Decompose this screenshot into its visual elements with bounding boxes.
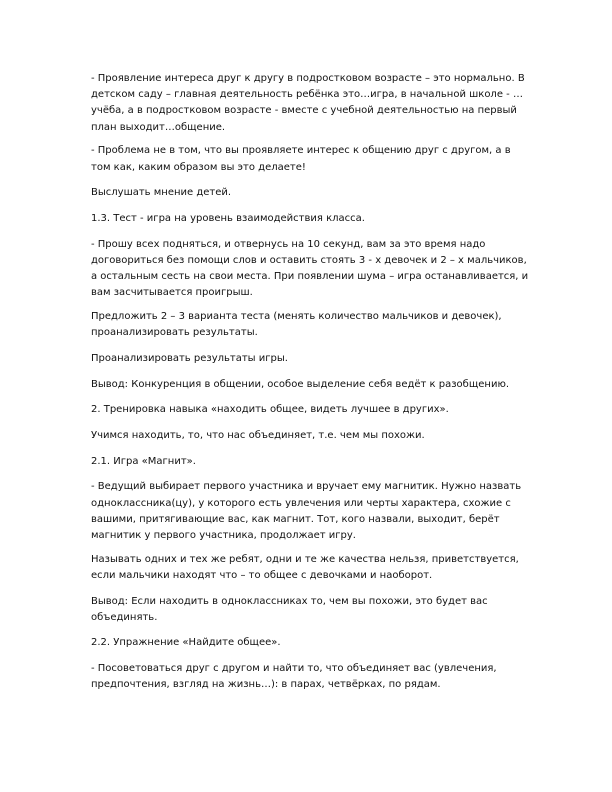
paragraph-conclusion-unite: Вывод: Если находить в одноклассниках то, чем вы похожи, это будет вас объединять. (91, 595, 488, 623)
section-heading-2: 2. Тренировка навыка «находить общее, видеть лучшее в других». (91, 404, 449, 416)
paragraph-interest-adolescence: - Проявление интереса друг к другу в подростковом возрасте – это нормально. В детском саду – главная деятельность ребёнка это…игра, в начальной школе - …учёба, а в подростковом возрасте - вместе с учебной деятельностью на первый план выходит…общение. (91, 73, 525, 133)
section-heading-2-1: 2.1. Игра «Магнит». (91, 455, 196, 467)
paragraph-problem: - Проблема не в том, что вы проявляете интерес к общению друг с другом, а в том как, каким образом вы это делаете! (91, 145, 511, 173)
paragraph-exercise-instructions: - Посоветоваться друг с другом и найти то, что объединяет вас (увлечения, предпочтения, взгляд на жизнь…): в парах, четвёрках, по рядам. (91, 663, 497, 691)
paragraph-find-common: Учимся находить, то, что нас объединяет, т.е. чем мы похожи. (91, 429, 425, 441)
paragraph-test-instructions: - Прошу всех подняться, и отвернусь на 10 секунд, вам за это время надо договориться без помощи слов и оставить стоять 3 - х девочек и 2 – х мальчиков, а остальным сесть на свои места. При появлении шума – игра останавливается, и вам засчитывается проигрыш. (91, 238, 529, 299)
section-heading-2-2: 2.2. Упражнение «Найдите общее». (91, 637, 281, 649)
paragraph-magnet-game: - Ведущий выбирает первого участника и вручает ему магнитик. Нужно назвать одноклассника(цу), у которого есть увлечения или черты характера, схожие с вашими, притягивающие вас, как магнит. Тот, кого назвали, выходит, берёт магнитик у первого участника, продолжает игру. (91, 481, 522, 541)
paragraph-analyze-results: Проанализировать результаты игры. (91, 352, 288, 364)
paragraph-magnet-rules: Называть одних и тех же ребят, одни и те же качества нельзя, приветствуется, если мальчики находят что – то общее с девочками и наоборот. (91, 553, 519, 581)
paragraph-test-variants: Предложить 2 – 3 варианта теста (менять количество мальчиков и девочек), проанализировать результаты. (91, 310, 502, 339)
paragraph-conclusion-competition: Вывод: Конкуренция в общении, особое выделение себя ведёт к разобщению. (91, 378, 510, 390)
paragraph-listen-children: Выслушать мнение детей. (91, 187, 232, 199)
section-heading-1-3: 1.3. Тест - игра на уровень взаимодействия класса. (91, 212, 365, 224)
document-body (91, 71, 531, 701)
